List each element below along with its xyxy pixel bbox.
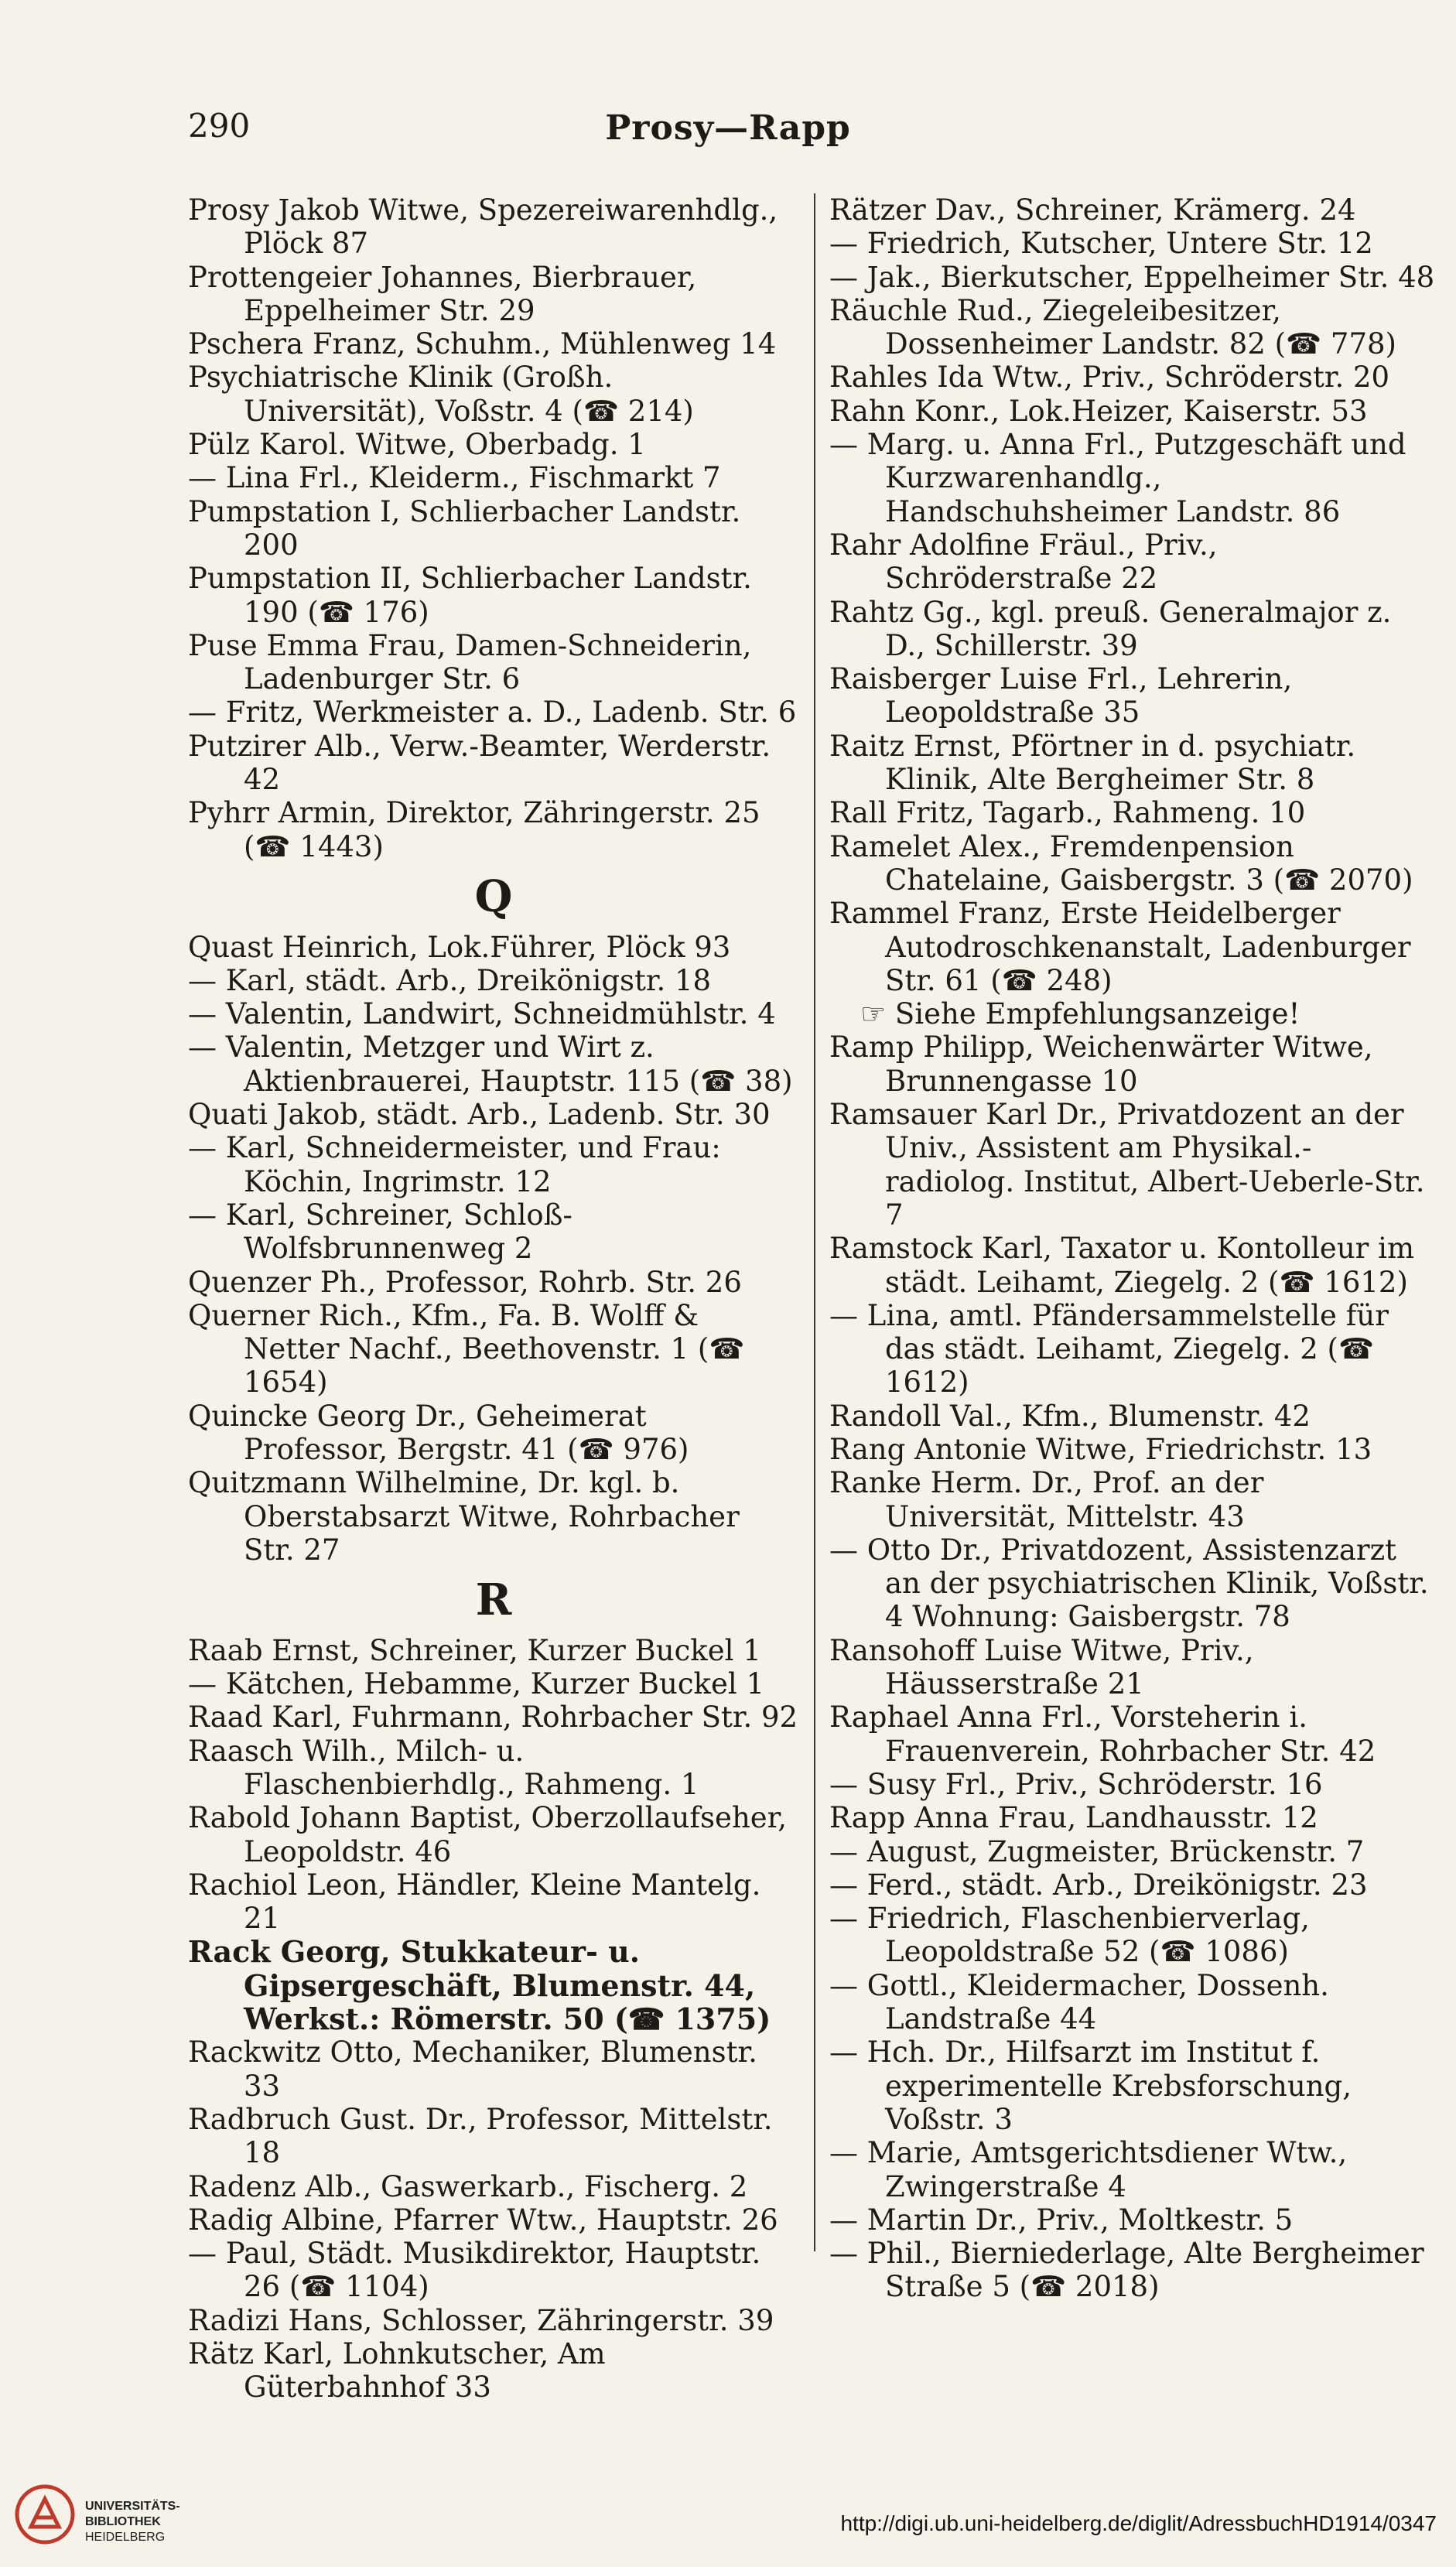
directory-entry: Raisberger Luise Frl., Lehrerin, Leopoldstraße 35 — [829, 662, 1301, 730]
directory-entry: Ramsauer Karl Dr., Privatdozent an der Univ., Assistent am Physikal.-radiolog. Institut, Albert-Ueberle-Str. 7 — [829, 1098, 1434, 1232]
directory-entry: Rahtz Gg., kgl. preuß. Generalmajor z. D., Schillerstr. 39 — [829, 595, 1401, 662]
directory-entry: — Fritz, Werkmeister a. D., Ladenb. Str. 6 — [188, 696, 797, 730]
directory-entry: Rabold Johann Baptist, Oberzollaufseher, Leopoldstr. 46 — [188, 1801, 796, 1868]
directory-entry: Radenz Alb., Gaswerkarb., Fischerg. 2 — [188, 2169, 748, 2203]
directory-entry: — Valentin, Metzger und Wirt z. Aktienbrauerei, Hauptstr. 115 (☎ 38) — [188, 1031, 793, 1098]
directory-entry: Ramelet Alex., Fremdenpension Chatelaine, Gaisbergstr. 3 (☎ 2070) — [829, 829, 1413, 897]
directory-entry: — Karl, Schneidermeister, und Frau: Köchin, Ingrimstr. 12 — [188, 1131, 730, 1198]
logo-line: HEIDELBERG — [85, 2531, 166, 2544]
logo-text — [85, 2499, 180, 2545]
directory-entry: Radbruch Gust. Dr., Professor, Mittelstr. 18 — [188, 2102, 782, 2170]
source-url-link[interactable]: http://digi.ub.uni-heidelberg.de/diglit/AdressbuchHD1914/0347 — [840, 2511, 1437, 2535]
directory-entry: — Ferd., städt. Arb., Dreikönigstr. 23 — [829, 1868, 1368, 1902]
directory-entry: — Lina, amtl. Pfändersammelstelle für das städt. Leihamt, Ziegelg. 2 (☎ 1612) — [829, 1298, 1398, 1400]
directory-entry: Raab Ernst, Schreiner, Kurzer Buckel 1 — [188, 1633, 761, 1667]
directory-entry: Rätz Karl, Lohnkutscher, Am Güterbahnhof 33 — [188, 2337, 615, 2405]
directory-entry: Prottengeier Johannes, Bierbrauer, Eppelheimer Str. 29 — [188, 260, 706, 327]
directory-entry: Prosy Jakob Witwe, Spezereiwarenhdlg., Plöck 87 — [188, 193, 787, 261]
directory-entry: Pschera Franz, Schuhm., Mühlenweg 14 — [188, 327, 777, 361]
library-seal-icon — [14, 2483, 76, 2545]
running-head: Prosy—Rapp — [605, 108, 851, 148]
directory-entry: — Susy Frl., Priv., Schröderstr. 16 — [829, 1767, 1323, 1801]
directory-entry: Rang Antonie Witwe, Friedrichstr. 13 — [829, 1432, 1372, 1466]
directory-entry: Pülz Karol. Witwe, Oberbadg. 1 — [188, 428, 646, 462]
directory-entry: ☞ Siehe Empfehlungsanzeige! — [860, 997, 1300, 1031]
directory-entry: — Valentin, Landwirt, Schneidmühlstr. 4 — [188, 997, 776, 1031]
directory-entry: Rahles Ida Wtw., Priv., Schröderstr. 20 — [829, 361, 1390, 395]
directory-entry: Raasch Wilh., Milch- u. Flaschenbierhdlg., Rahmeng. 1 — [188, 1734, 699, 1801]
directory-entry: — Friedrich, Kutscher, Untere Str. 12 — [829, 227, 1373, 261]
directory-entry: — Phil., Bierniederlage, Alte Bergheimer Straße 5 (☎ 2018) — [829, 2237, 1434, 2304]
directory-entry: Rall Fritz, Tagarb., Rahmeng. 10 — [829, 796, 1306, 830]
directory-entry: Psychiatrische Klinik (Großh. Universität), Voßstr. 4 (☎ 214) — [188, 361, 694, 428]
logo-line: BIBLIOTHEK — [85, 2515, 161, 2528]
directory-entry: Rack Georg, Stukkateur- u. Gipsergeschäft, Blumenstr. 44, Werkst.: Römerstr. 50 (☎ 1375) — [188, 1934, 771, 2037]
directory-entry: Rapp Anna Frau, Landhausstr. 12 — [829, 1801, 1318, 1835]
directory-entry: Raad Karl, Fuhrmann, Rohrbacher Str. 92 — [188, 1701, 798, 1735]
directory-entry: Quati Jakob, städt. Arb., Ladenb. Str. 30 — [188, 1098, 771, 1132]
directory-entry: Radig Albine, Pfarrer Wtw., Hauptstr. 26 — [188, 2203, 778, 2237]
directory-entry: — Karl, Schreiner, Schloß-Wolfsbrunnenweg 2 — [188, 1198, 572, 1266]
section-letter-heading: Q — [474, 870, 513, 922]
directory-entry: — Jak., Bierkutscher, Eppelheimer Str. 48 — [829, 260, 1435, 294]
directory-entry: Radizi Hans, Schlosser, Zähringerstr. 39 — [188, 2303, 774, 2337]
directory-entry: Rahr Adolfine Fräul., Priv., Schröderstraße 22 — [829, 528, 1227, 596]
logo-line: UNIVERSITÄTS- — [85, 2500, 180, 2513]
column-divider — [814, 193, 815, 2251]
directory-entry: — Otto Dr., Privatdozent, Assistenzarzt an der psychiatrischen Klinik, Voßstr. 4 Wohnung: Gaisbergstr. 78 — [829, 1533, 1438, 1634]
directory-entry: Pyhrr Armin, Direktor, Zähringerstr. 25 (☎ 1443) — [188, 796, 770, 863]
directory-entry: Quitzmann Wilhelmine, Dr. kgl. b. Oberstabsarzt Witwe, Rohrbacher Str. 27 — [188, 1466, 749, 1567]
directory-entry: Puse Emma Frau, Damen-Schneiderin, Ladenburger Str. 6 — [188, 628, 761, 696]
directory-entry: — Martin Dr., Priv., Moltkestr. 5 — [829, 2203, 1294, 2237]
directory-entry: Raitz Ernst, Pförtner in d. psychiatr. Klinik, Alte Bergheimer Str. 8 — [829, 729, 1365, 797]
directory-entry: — Marie, Amtsgerichtsdiener Wtw., Zwingerstraße 4 — [829, 2136, 1356, 2203]
library-logo[interactable] — [14, 2483, 231, 2561]
directory-entry: — Marg. u. Anna Frl., Putzgeschäft und Kurzwarenhandlg., Handschuhsheimer Landstr. 86 — [829, 428, 1416, 528]
directory-entry: — Paul, Städt. Musikdirektor, Hauptstr. 26 (☎ 1104) — [188, 2237, 771, 2304]
directory-entry: Rachiol Leon, Händler, Kleine Mantelg. 21 — [188, 1868, 771, 1936]
directory-entry: Putzirer Alb., Verw.-Beamter, Werderstr. 42 — [188, 729, 780, 797]
directory-entry: — Lina Frl., Kleiderm., Fischmarkt 7 — [188, 461, 721, 495]
directory-entry: Querner Rich., Kfm., Fa. B. Wolff & Netter Nachf., Beethovenstr. 1 (☎ 1654) — [188, 1298, 754, 1400]
directory-entry: — August, Zugmeister, Brückenstr. 7 — [829, 1834, 1365, 1868]
directory-entry: — Karl, städt. Arb., Dreikönigstr. 18 — [188, 963, 712, 997]
right-column — [829, 193, 1441, 2304]
page-number: 290 — [188, 107, 251, 145]
directory-entry: Randoll Val., Kfm., Blumenstr. 42 — [829, 1399, 1311, 1433]
directory-entry: — Gottl., Kleidermacher, Dossenh. Landstraße 44 — [829, 1968, 1338, 2036]
directory-entry: — Hch. Dr., Hilfsarzt im Institut f. experimentelle Krebsforschung, Voßstr. 3 — [829, 2035, 1361, 2136]
directory-entry: Quincke Georg Dr., Geheimerat Professor, Bergstr. 41 (☎ 976) — [188, 1399, 689, 1466]
directory-entry: Rackwitz Otto, Mechaniker, Blumenstr. 33 — [188, 2035, 767, 2103]
directory-entry: Rahn Konr., Lok.Heizer, Kaiserstr. 53 — [829, 394, 1368, 428]
directory-entry: Rätzer Dav., Schreiner, Krämerg. 24 — [829, 193, 1356, 227]
directory-entry: Raphael Anna Frl., Vorsteherin i. Frauenverein, Rohrbacher Str. 42 — [829, 1701, 1376, 1768]
directory-entry: Rammel Franz, Erste Heidelberger Autodroschkenanstalt, Ladenburger Str. 61 (☎ 248) — [829, 897, 1420, 997]
directory-entry: Pumpstation II, Schlierbacher Landstr. 190 (☎ 176) — [188, 562, 761, 629]
directory-entry: Ranke Herm. Dr., Prof. an der Universität, Mittelstr. 43 — [829, 1466, 1273, 1533]
directory-entry: Quenzer Ph., Professor, Rohrb. Str. 26 — [188, 1265, 742, 1299]
directory-entry: Ramp Philipp, Weichenwärter Witwe, Brunnengasse 10 — [829, 1031, 1383, 1098]
left-column — [188, 193, 799, 2405]
directory-entry: Räuchle Rud., Ziegeleibesitzer, Dossenheimer Landstr. 82 (☎ 778) — [829, 293, 1396, 361]
directory-entry: Quast Heinrich, Lok.Führer, Plöck 93 — [188, 930, 731, 964]
directory-entry: — Kätchen, Hebamme, Kurzer Buckel 1 — [188, 1667, 765, 1701]
directory-entry: Pumpstation I, Schlierbacher Landstr. 200 — [188, 494, 750, 562]
directory-entry: — Friedrich, Flaschenbierverlag, Leopoldstraße 52 (☎ 1086) — [829, 1902, 1319, 1969]
directory-entry: Ransohoff Luise Witwe, Priv., Häusserstraße 21 — [829, 1633, 1263, 1701]
directory-entry: Ramstock Karl, Taxator u. Kontolleur im städt. Leihamt, Ziegelg. 2 (☎ 1612) — [829, 1232, 1424, 1299]
section-letter-heading: R — [475, 1574, 512, 1626]
